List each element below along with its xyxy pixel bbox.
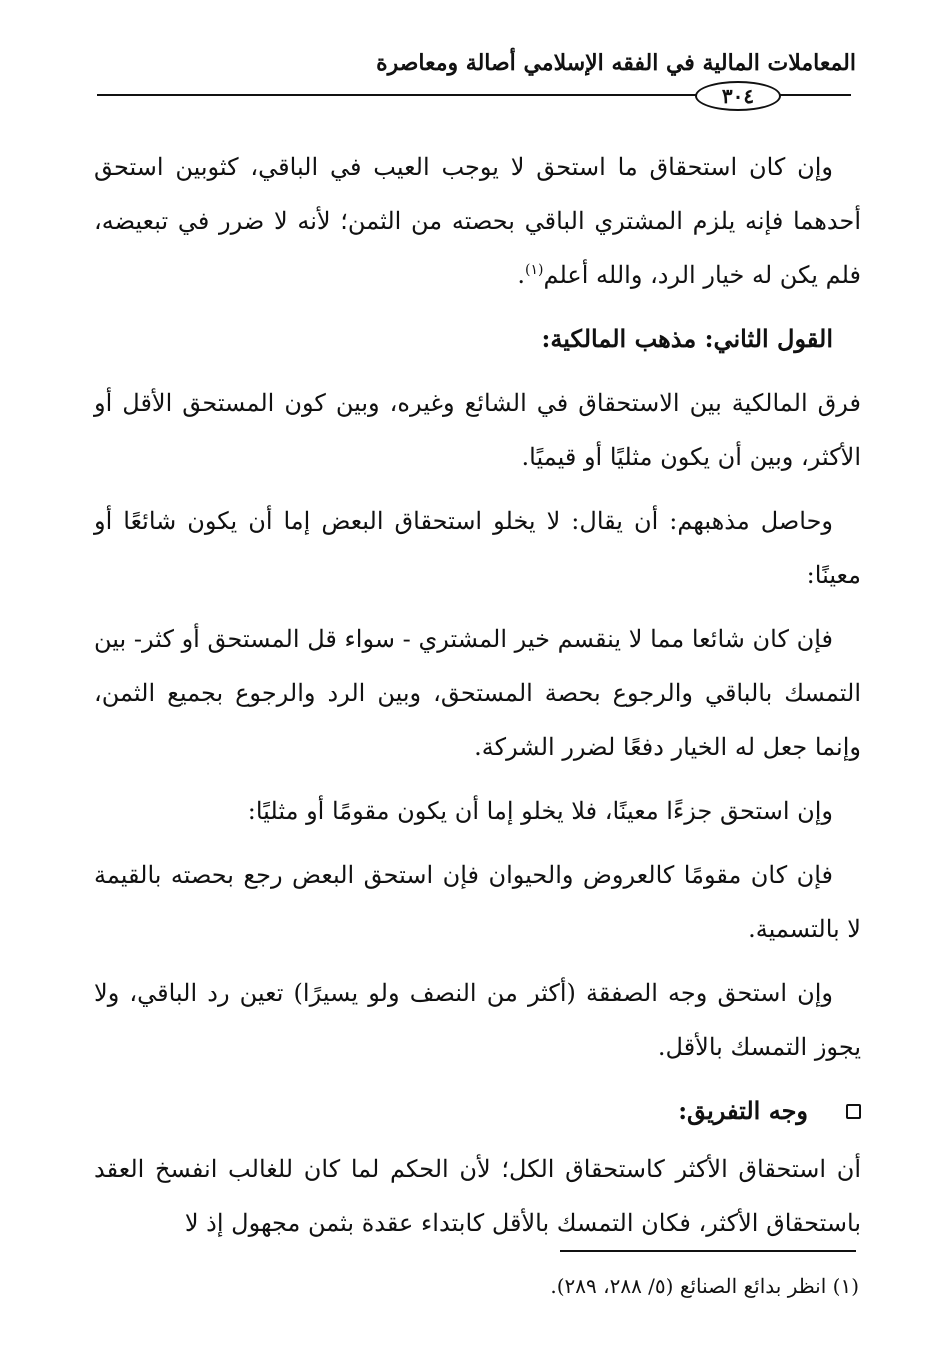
running-header-title: المعاملات المالية في الفقه الإسلامي أصالة ومعاصرة xyxy=(376,50,856,76)
paragraph-7: وإن استحق وجه الصفقة (أكثر من النصف ولو يسيرًا) تعين رد الباقي، ولا يجوز التمسك بالأقل. xyxy=(94,979,861,1061)
paragraph-8: أن استحقاق الأكثر كاستحقاق الكل؛ لأن الحكم لما كان للغالب انفسخ العقد باستحقاق الأكثر، فكان التمسك بالأقل كابتداء عقدة بثمن مجهول إذ لا xyxy=(94,1155,861,1237)
page-number xyxy=(695,81,781,111)
paragraph-1-text: وإن كان استحقاق ما استحق لا يوجب العيب في الباقي، كثوبين استحق أحدهما فإنه يلزم المشتري الباقي بحصته من الثمن؛ لأنه لا ضرر في تبعيضه، فلم يكن له خيار الرد، والله أعلم xyxy=(94,153,861,289)
footnote-separator xyxy=(560,1250,856,1252)
heading-reason-for-distinction xyxy=(94,1084,861,1138)
footnote-reference[interactable]: (١) xyxy=(525,262,544,278)
paragraph-5: وإن استحق جزءًا معينًا، فلا يخلو إما أن يكون مقومًا أو مثليًا: xyxy=(247,797,833,825)
paragraph-3: وحاصل مذهبهم: أن يقال: لا يخلو استحقاق البعض إما أن يكون شائعًا أو معينًا: xyxy=(94,507,861,589)
page-number-text: ٣٠٤ xyxy=(721,84,755,108)
paragraph-2: فرق المالكية بين الاستحقاق في الشائع وغيره، وبين كون المستحق الأقل أو الأكثر، وبين أن يكون مثليًا أو قيميًا. xyxy=(94,389,861,471)
footnote-1: (١) انظر بدائع الصنائع (٥/ ٢٨٨، ٢٨٩). xyxy=(550,1274,859,1298)
main-text xyxy=(94,140,861,1260)
square-bullet-icon xyxy=(846,1104,861,1119)
heading-reason-text: وجه التفريق: xyxy=(678,1096,808,1125)
paragraph-4: فإن كان شائعا مما لا ينقسم خير المشتري - سواء قل المستحق أو كثر- بين التمسك بالباقي والرجوع بحصة المستحق، وبين الرد والرجوع بجميع الثمن، وإنما جعل له الخيار دفعًا لضرر الشركة. xyxy=(94,625,861,761)
paragraph-6: فإن كان مقومًا كالعروض والحيوان فإن استحق البعض رجع بحصته بالقيمة لا بالتسمية. xyxy=(94,861,861,943)
heading-maliki-school: القول الثاني: مذهب المالكية: xyxy=(541,324,833,353)
paragraph-1 xyxy=(94,140,861,302)
paragraph-1-end: . xyxy=(517,261,526,289)
